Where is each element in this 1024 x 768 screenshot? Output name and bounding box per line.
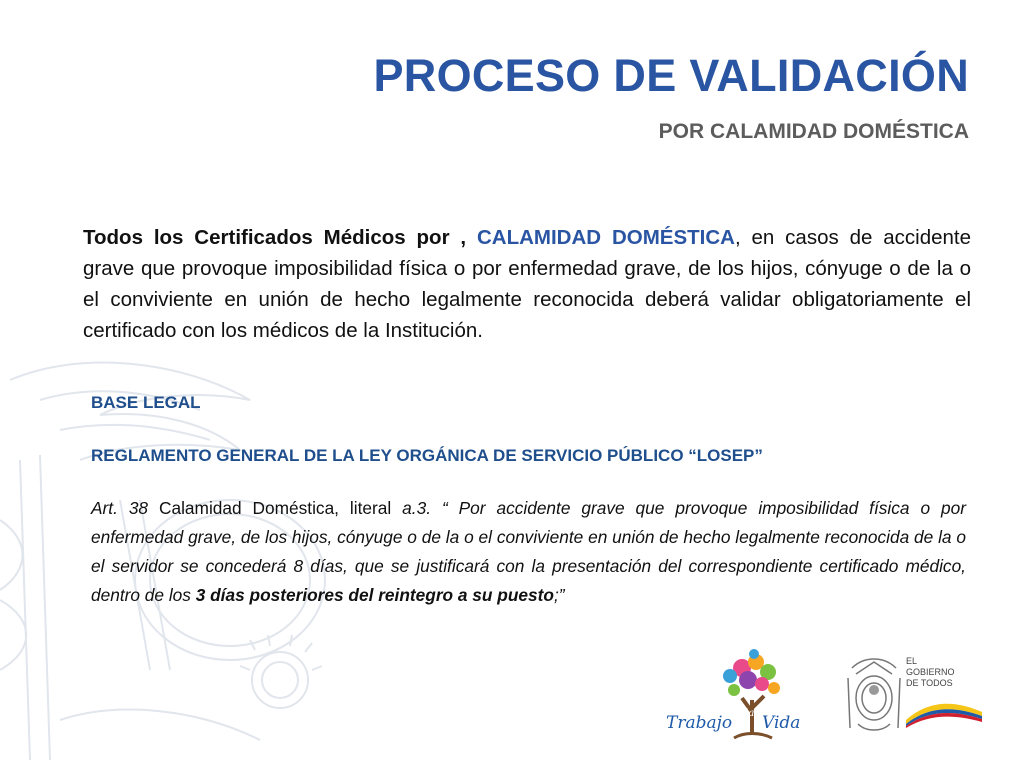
article-quote: “ Por accidente grave que provoque imposibilidad física o por enfermedad grave, de los hijos, cónyuge o de la o el conviviente en unión de hecho legalmente reconocida de la o el servidor se concederá 8 días, que se justificará con la presentación del correspondiente certificado médico, dentro de los [91, 498, 966, 605]
base-legal-heading: BASE LEGAL [91, 393, 201, 412]
article-closing: ;” [553, 585, 565, 605]
article-name: Calamidad Doméstica, literal [148, 498, 403, 518]
article-literal: a.3. [402, 498, 431, 518]
article-ref: Art. 38 [91, 498, 149, 518]
trabajo-word: Trabajo [666, 713, 733, 733]
una-word: una [732, 719, 749, 729]
legal-basis-section [91, 390, 966, 610]
footer-logos [664, 640, 994, 750]
gobierno-de-todos-logo [844, 648, 994, 743]
gobierno-line-1: EL [906, 656, 918, 666]
intro-accent: CALAMIDAD DOMÉSTICA [476, 226, 735, 249]
vida-word: Vida [762, 713, 801, 733]
trabajo-toda-una-vida-logo [664, 640, 804, 750]
ecuador-shield-icon [844, 648, 904, 738]
gobierno-text [906, 656, 955, 689]
flag-ribbon-icon [904, 698, 984, 728]
regulation-heading: REGLAMENTO GENERAL DE LA LEY ORGÁNICA DE SERVICIO PÚBLICO “LOSEP” [91, 446, 763, 465]
intro-body: , en casos de accidente grave que provoque imposibilidad física o por enfermedad grave, de los hijos, cónyuge o de la o el conviviente en unión de hecho legalmente reconocida deberá validar obligatoriamente el certificado con los médicos de la Institución. [83, 226, 971, 342]
gobierno-line-2: GOBIERNO [906, 667, 955, 677]
article-text [91, 494, 966, 610]
gobierno-line-3: DE TODOS [906, 678, 953, 688]
toda-word: Toda [730, 708, 755, 719]
intro-lead: Todos los Certificados Médicos por , [83, 226, 467, 249]
page-title: PROCESO DE VALIDACIÓN [373, 50, 969, 101]
article-emphasis: 3 días posteriores del reintegro a su puesto [195, 585, 554, 605]
intro-paragraph [83, 222, 971, 346]
page-subtitle: POR CALAMIDAD DOMÉSTICA [658, 120, 969, 143]
